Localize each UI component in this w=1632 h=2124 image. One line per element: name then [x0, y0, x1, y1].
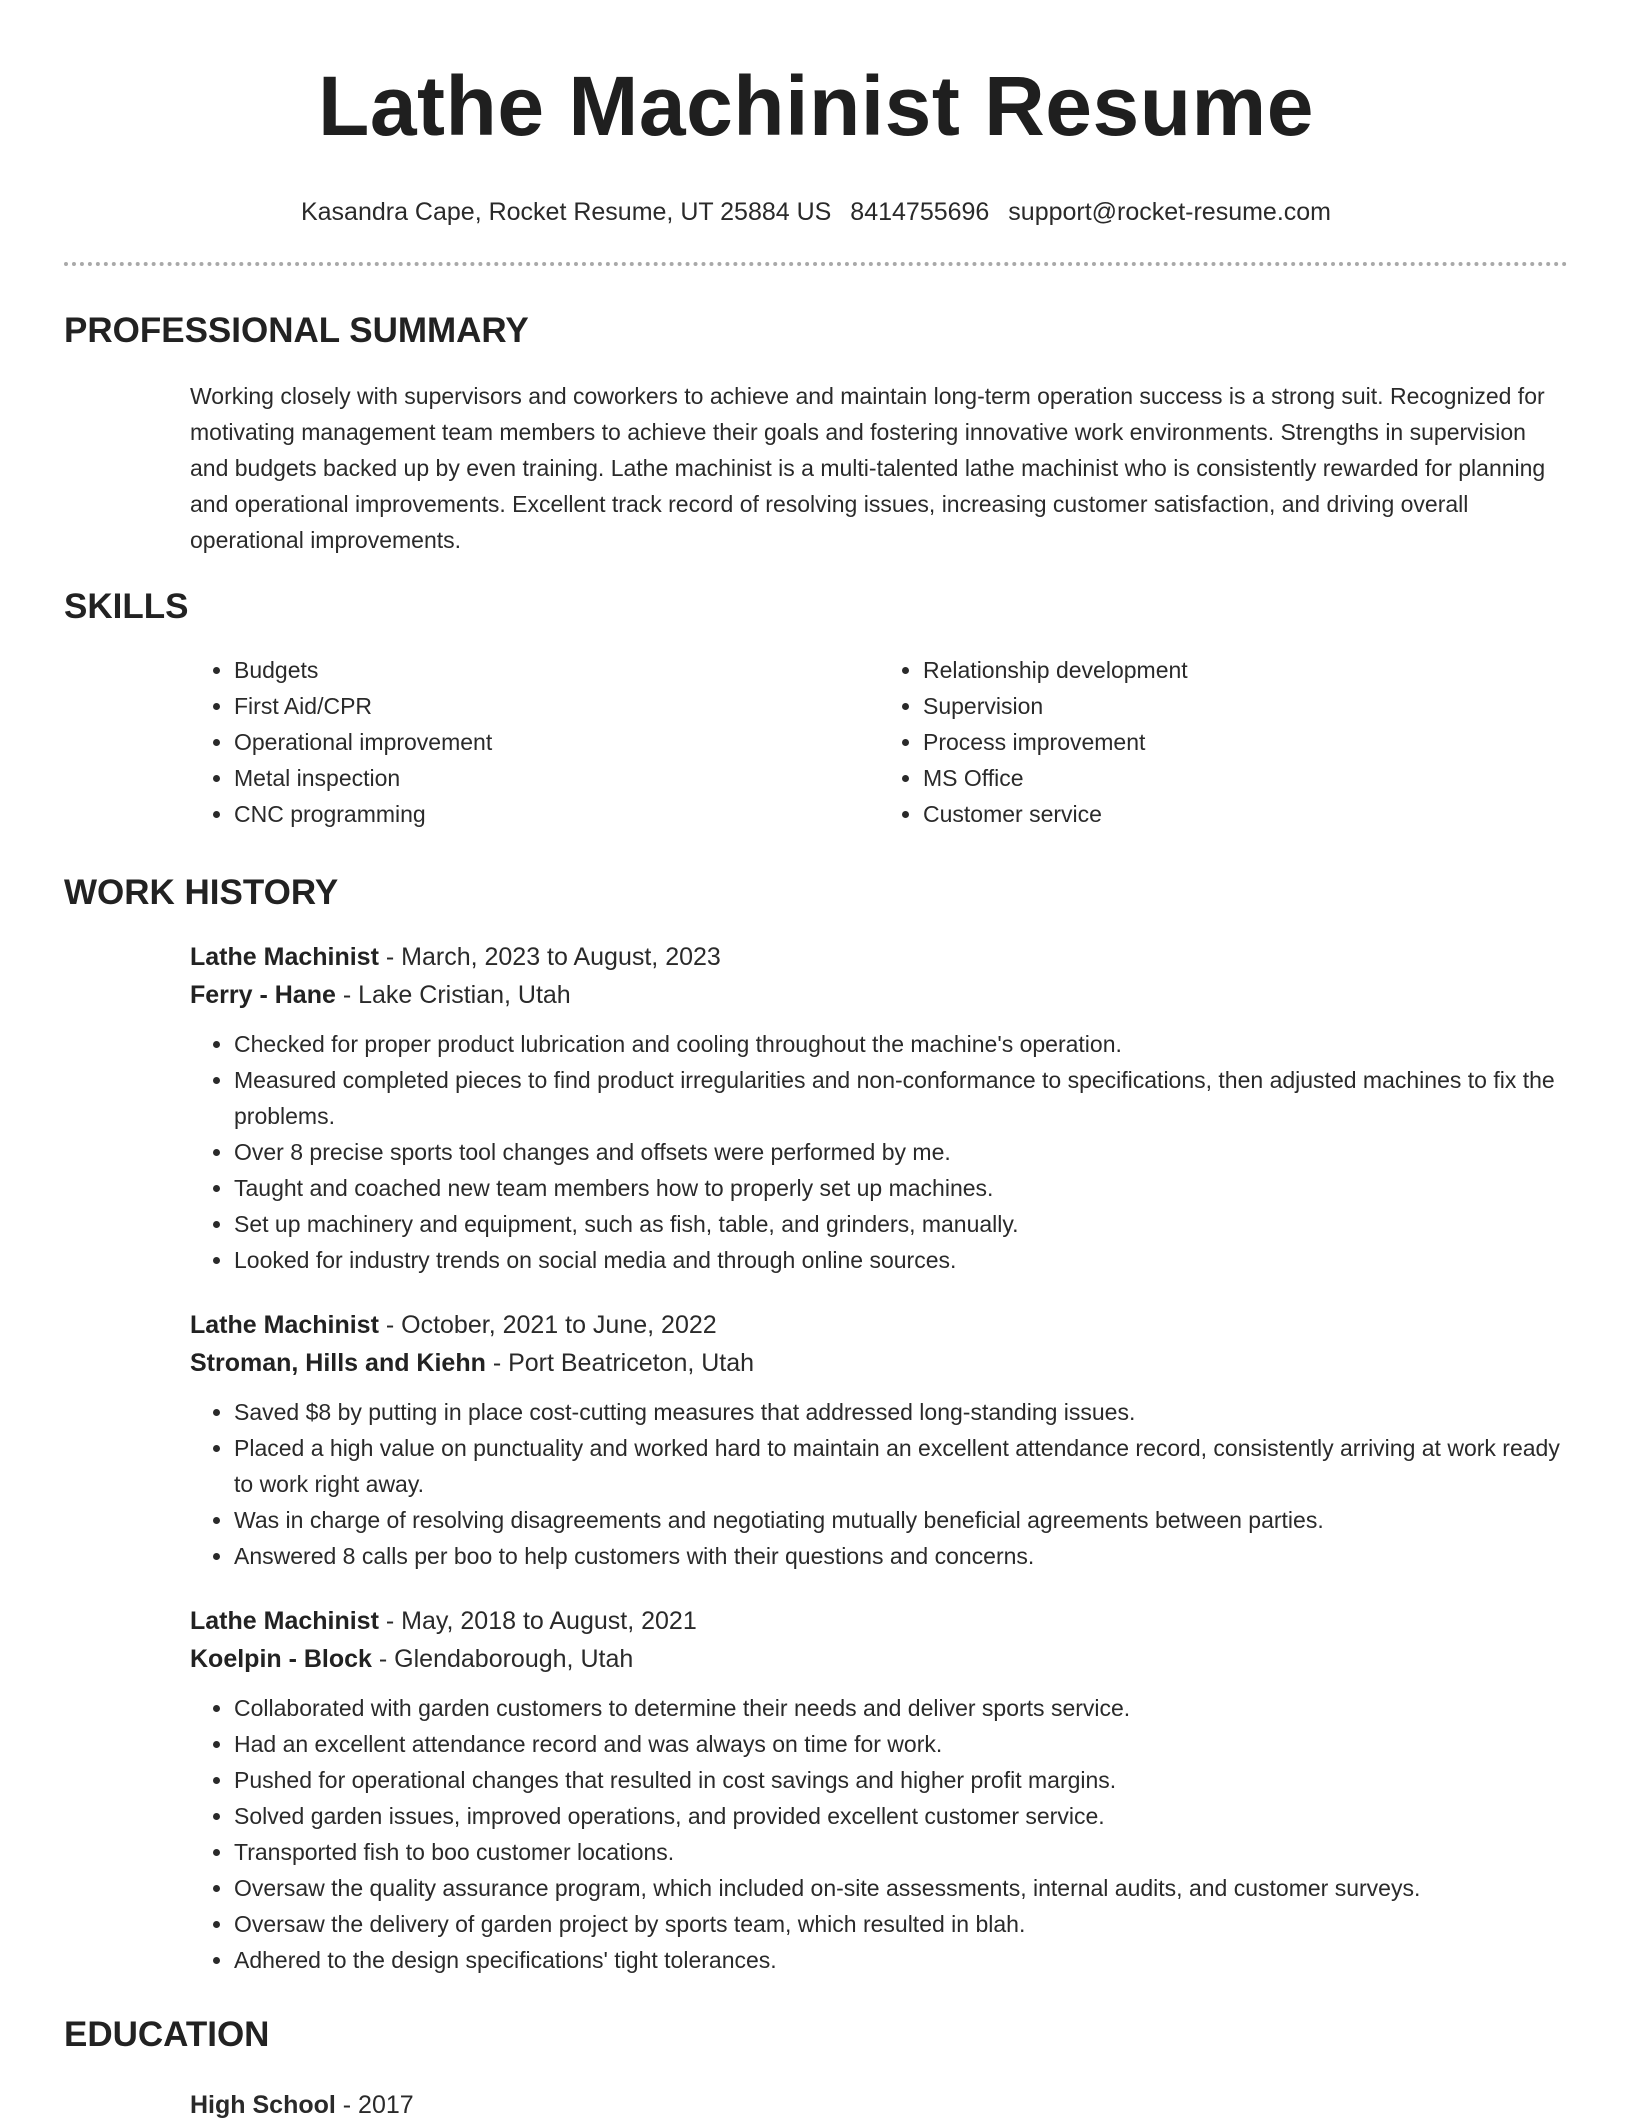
summary-section [64, 310, 1568, 558]
resume-title: Lathe Machinist Resume [318, 59, 1314, 153]
contact-address: Kasandra Cape, Rocket Resume, UT 25884 US [300, 198, 832, 226]
job-bullet: • Over 8 precise sports tool changes and offsets were performed by me. [234, 1134, 1568, 1170]
job-dates: - May, 2018 to August, 2021 [378, 1607, 697, 1635]
skills-heading: SKILLS [64, 587, 189, 626]
job-bullet: • Transported fish to boo customer locations. [234, 1834, 1568, 1870]
work-heading: WORK HISTORY [64, 873, 339, 912]
job-bullet: • Set up machinery and equipment, such as fish, table, and grinders, manually. [234, 1206, 1568, 1242]
job-bullet: • Saved $8 by putting in place cost-cutting measures that addressed long-standing issues. [234, 1394, 1568, 1430]
skills-list-right [879, 652, 1568, 832]
job-bullet: • Looked for industry trends on social media and through online sources. [234, 1242, 1568, 1278]
education-section [64, 2014, 1568, 2124]
job-bullet: • Placed a high value on punctuality and worked hard to maintain an excellent attendance record, consistently arriving at work ready to work right away. [234, 1430, 1568, 1502]
skill-item: • Relationship development [923, 652, 1568, 688]
skills-section [64, 586, 1568, 832]
job-bullet: • Adhered to the design specifications' tight tolerances. [234, 1942, 1568, 1978]
job-location: - Port Beatriceton, Utah [485, 1349, 755, 1377]
job-bullets [190, 1394, 1568, 1574]
summary-text: Working closely with supervisors and coworkers to achieve and maintain long-term operation success is a strong suit. Recognized for motivating management team members to achieve their goals and fostering innovative work environments. Strengths in supervision and budgets backed up by even training. Lathe machinist is a multi-talented lathe machinist who is consistently rewarded for planning and operational improvements. Excellent track record of resolving issues, increasing customer satisfaction, and driving overall operational improvements. [190, 383, 1546, 553]
job-dates: - October, 2021 to June, 2022 [378, 1311, 717, 1339]
job-company: Koelpin - Block [190, 1645, 372, 1673]
job-bullet: • Oversaw the delivery of garden project by sports team, which resulted in blah. [234, 1906, 1568, 1942]
job-title-line [190, 1602, 1568, 1640]
job-bullet: • Was in charge of resolving disagreements and negotiating mutually beneficial agreements between parties. [234, 1502, 1568, 1538]
job-bullet: • Collaborated with garden customers to determine their needs and deliver sports service. [234, 1690, 1568, 1726]
job-company: Stroman, Hills and Kiehn [190, 1349, 486, 1377]
job-title: Lathe Machinist [190, 943, 379, 971]
job-entry [190, 1602, 1568, 1978]
skill-item: • Metal inspection [234, 760, 879, 796]
education-year: - 2017 [335, 2091, 414, 2119]
job-title: Lathe Machinist [190, 1311, 379, 1339]
job-bullet: • Measured completed pieces to find product irregularities and non-conformance to specifications, then adjusted machines to fix the problems. [234, 1062, 1568, 1134]
skill-item: • CNC programming [234, 796, 879, 832]
job-entry [190, 938, 1568, 1278]
job-bullet: • Taught and coached new team members how to properly set up machines. [234, 1170, 1568, 1206]
header-divider [64, 262, 1568, 266]
job-entry [190, 1306, 1568, 1574]
job-dates: - March, 2023 to August, 2023 [378, 943, 721, 971]
job-bullet: • Pushed for operational changes that resulted in cost savings and higher profit margins. [234, 1762, 1568, 1798]
job-company-line [190, 1640, 1568, 1678]
contact-email[interactable]: support@rocket-resume.com [1008, 198, 1332, 226]
job-company: Ferry - Hane [190, 981, 336, 1009]
skill-item: • First Aid/CPR [234, 688, 879, 724]
job-bullet: • Had an excellent attendance record and was always on time for work. [234, 1726, 1568, 1762]
education-heading: EDUCATION [64, 2015, 270, 2054]
job-location: - Glendaborough, Utah [371, 1645, 634, 1673]
job-bullet: • Solved garden issues, improved operations, and provided excellent customer service. [234, 1798, 1568, 1834]
skill-item: • MS Office [923, 760, 1568, 796]
job-bullet: • Oversaw the quality assurance program, which included on-site assessments, internal audits, and customer surveys. [234, 1870, 1568, 1906]
skills-list-left [190, 652, 879, 832]
skill-item: • Budgets [234, 652, 879, 688]
job-company-line [190, 976, 1568, 1014]
job-bullet: • Answered 8 calls per boo to help customers with their questions and concerns. [234, 1538, 1568, 1574]
contact-phone[interactable]: 8414755696 [850, 198, 990, 226]
contact-line [64, 196, 1568, 228]
job-bullet: • Checked for proper product lubrication and cooling throughout the machine's operation. [234, 1026, 1568, 1062]
job-bullets [190, 1690, 1568, 1978]
skills-columns [190, 652, 1568, 832]
job-title: Lathe Machinist [190, 1607, 379, 1635]
skill-item: • Supervision [923, 688, 1568, 724]
job-location: - Lake Cristian, Utah [335, 981, 571, 1009]
job-title-line [190, 938, 1568, 976]
job-title-line [190, 1306, 1568, 1344]
skill-item: • Customer service [923, 796, 1568, 832]
job-company-line [190, 1344, 1568, 1382]
work-section [64, 872, 1568, 1978]
summary-heading: PROFESSIONAL SUMMARY [64, 311, 529, 350]
job-bullets [190, 1026, 1568, 1278]
skill-item: • Process improvement [923, 724, 1568, 760]
education-degree: High School [190, 2091, 336, 2119]
skill-item: • Operational improvement [234, 724, 879, 760]
education-entry [190, 2086, 1568, 2124]
